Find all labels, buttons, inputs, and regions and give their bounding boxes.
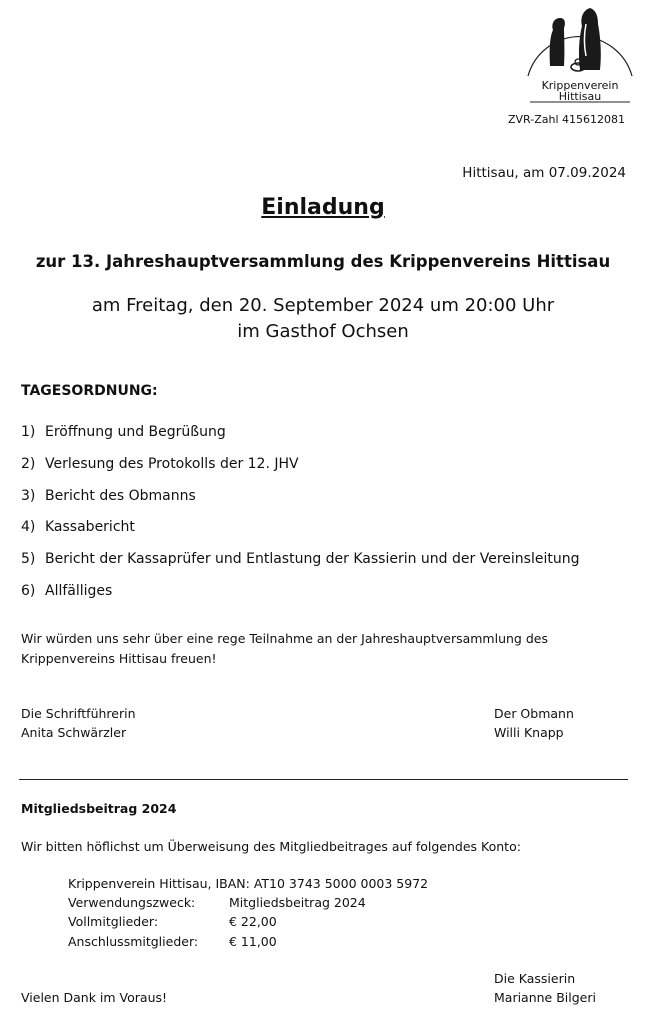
- agenda-item-text: Bericht der Kassaprüfer und Entlastung der Kassierin und der Vereinsleitung: [45, 551, 580, 567]
- agenda-item: [21, 488, 196, 504]
- agenda-item-number: 3): [21, 488, 36, 504]
- meeting-date: am Freitag, den 20. September 2024 um 20:00 Uhr: [91, 295, 555, 316]
- fee-row-value: € 22,00: [229, 914, 277, 929]
- page-title: Einladung: [261, 195, 385, 220]
- fee-row-value: € 11,00: [229, 934, 277, 949]
- agenda-item: [21, 456, 299, 472]
- signature-chairman-role: Der Obmann: [494, 706, 574, 721]
- fee-intro: Wir bitten höflichst um Überweisung des Mitgliedbeitrages auf folgendes Konto:: [21, 839, 521, 854]
- agenda-item-number: 2): [21, 456, 36, 472]
- fee-row-label: Anschlussmitglieder:: [68, 934, 199, 949]
- agenda-item-number: 5): [21, 551, 36, 567]
- bank-account: Krippenverein Hittisau, IBAN: AT10 3743 5000 0003 5972: [68, 876, 429, 891]
- closing-text-line-1: Wir würden uns sehr über eine rege Teilnahme an der Jahreshauptversammlung des: [21, 631, 548, 646]
- signature-cashier-name: Marianne Bilgeri: [494, 990, 596, 1005]
- signature-secretary-role: Die Schriftführerin: [21, 706, 136, 721]
- subtitle: zur 13. Jahreshauptversammlung des Krippenvereins Hittisau: [35, 252, 611, 271]
- agenda-item: [21, 424, 226, 440]
- signature-secretary-name: Anita Schwärzler: [21, 725, 127, 740]
- fee-heading: Mitgliedsbeitrag 2024: [21, 801, 177, 816]
- thanks-text: Vielen Dank im Voraus!: [21, 990, 168, 1005]
- fee-row-label: Vollmitglieder:: [68, 914, 159, 929]
- agenda-item: [21, 519, 135, 535]
- logo-text-town: Hittisau: [558, 90, 602, 103]
- section-divider: [19, 779, 628, 780]
- agenda-item-number: 1): [21, 424, 36, 440]
- agenda-item-text: Allfälliges: [45, 583, 113, 599]
- closing-text-line-2: Krippenvereins Hittisau freuen!: [21, 651, 217, 666]
- signature-chairman-name: Willi Knapp: [494, 725, 564, 740]
- agenda-item: [21, 583, 112, 599]
- agenda-item-text: Verlesung des Protokolls der 12. JHV: [45, 456, 299, 472]
- fee-row-value: Mitgliedsbeitrag 2024: [229, 895, 366, 910]
- agenda-item: [21, 551, 579, 567]
- agenda-item-text: Bericht des Obmanns: [45, 488, 196, 504]
- logo-text-club: Krippenverein: [541, 79, 619, 92]
- letter-date: Hittisau, am 07.09.2024: [462, 165, 626, 181]
- agenda-item-number: 6): [21, 583, 36, 599]
- zvr-number: ZVR-Zahl 415612081: [507, 113, 625, 126]
- meeting-place: im Gasthof Ochsen: [237, 321, 409, 342]
- fee-row-label: Verwendungszweck:: [68, 895, 196, 910]
- signature-cashier-role: Die Kassierin: [494, 971, 576, 986]
- agenda-item-text: Eröffnung und Begrüßung: [45, 424, 226, 440]
- agenda-item-number: 4): [21, 519, 36, 535]
- agenda-heading: TAGESORDNUNG:: [21, 383, 158, 399]
- agenda-item-text: Kassabericht: [45, 519, 135, 535]
